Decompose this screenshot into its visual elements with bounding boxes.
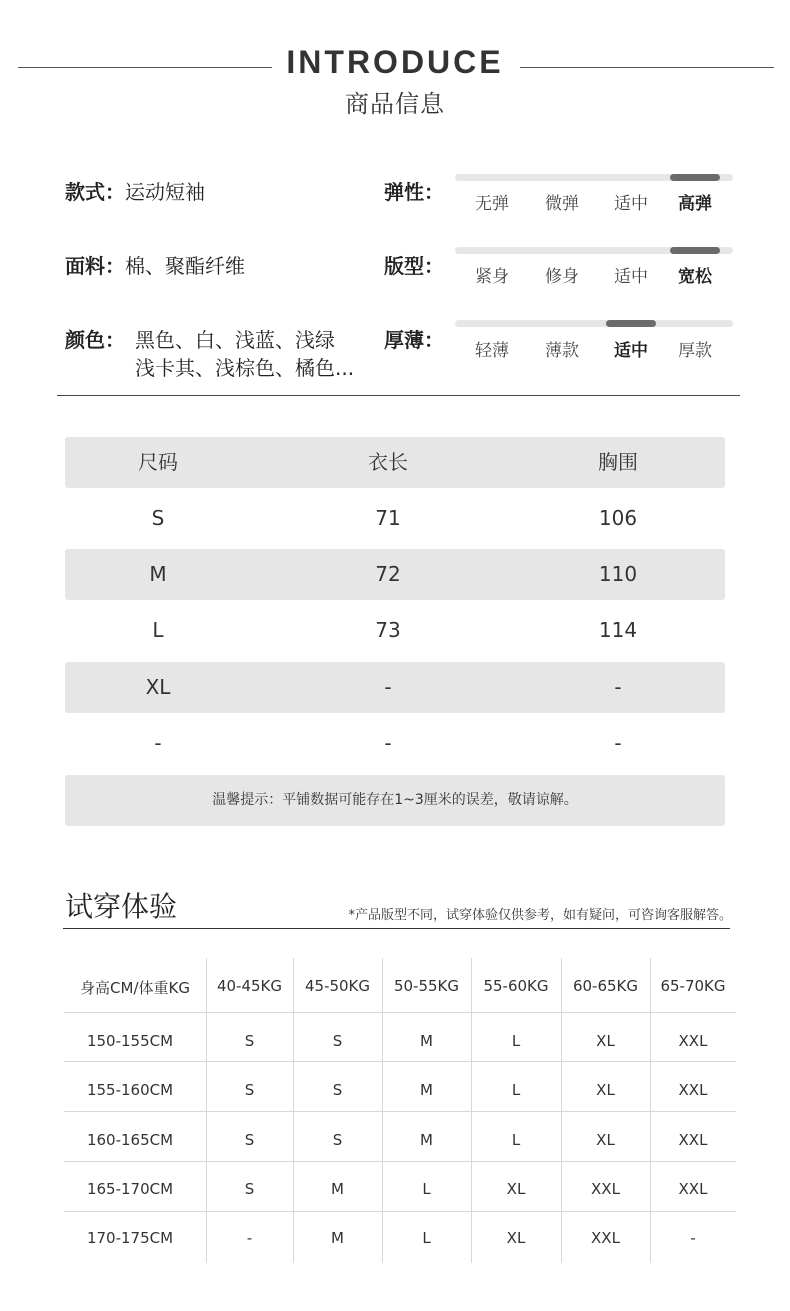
thickness-option: 轻薄 — [475, 341, 509, 361]
fit-grid-hline — [64, 1012, 736, 1013]
fitting-title: 试穿体验 — [65, 890, 178, 923]
attr-style-value: 运动短袖 — [125, 180, 205, 204]
fit-cell: - — [246, 1229, 253, 1247]
size-cell: - — [384, 731, 392, 755]
fit-cell: M — [331, 1180, 344, 1198]
size-cell: 114 — [598, 618, 638, 642]
fit-grid-hline — [64, 1111, 736, 1112]
fit-cell: 160-165CM — [86, 1131, 174, 1149]
fit-cell: XL — [596, 1081, 615, 1099]
fit-cell: 165-170CM — [86, 1180, 174, 1198]
size-cell: 71 — [375, 506, 401, 530]
size-table-row — [65, 662, 725, 713]
thickness-indicator — [606, 320, 656, 327]
attr-fabric-label: 面料： — [65, 254, 125, 278]
fit-cell: S — [332, 1032, 343, 1050]
thickness-option: 适中 — [614, 341, 648, 361]
size-cell: 110 — [598, 562, 638, 586]
fit-cell: S — [244, 1032, 255, 1050]
fit-header-cell: 40-45KG — [216, 977, 283, 995]
attr-fabric-value: 棉、聚酯纤维 — [125, 254, 245, 278]
size-cell: L — [152, 618, 164, 642]
fit-cell: 170-175CM — [86, 1229, 174, 1247]
fitting-note: *产品版型不同，试穿体验仅供参考，如有疑问，可咨询客服解答。 — [348, 908, 732, 923]
header-divider-right — [520, 67, 774, 68]
elasticity-option: 高弹 — [678, 194, 712, 214]
fit-indicator — [670, 247, 720, 254]
size-table-row — [65, 605, 725, 656]
thickness-option: 厚款 — [678, 341, 712, 361]
fit-option: 修身 — [545, 267, 579, 287]
fit-cell: XXL — [591, 1229, 620, 1247]
fitting-divider — [63, 928, 730, 929]
attr-style-label: 款式： — [65, 180, 125, 204]
fit-cell: XL — [596, 1131, 615, 1149]
fit-cell: S — [244, 1180, 255, 1198]
fit-cell: S — [244, 1081, 255, 1099]
elasticity-option: 适中 — [614, 194, 648, 214]
fit-cell: XXL — [678, 1131, 708, 1149]
size-cell: 73 — [375, 618, 401, 642]
fit-cell: XL — [506, 1180, 526, 1198]
fit-grid-hline — [64, 1061, 736, 1062]
fit-header-cell: 45-50KG — [304, 977, 371, 995]
attr-color-value-line1: 黑色、白、浅蓝、浅绿 — [135, 328, 335, 352]
size-header-cell: 胸围 — [598, 450, 638, 474]
size-cell: - — [614, 731, 622, 755]
fit-cell: L — [422, 1180, 431, 1198]
elasticity-indicator — [670, 174, 720, 181]
fit-grid-hline — [64, 1161, 736, 1162]
page-subtitle: 商品信息 — [345, 90, 445, 118]
fit-cell: S — [244, 1131, 255, 1149]
attr-style — [65, 178, 205, 206]
size-table-row — [65, 493, 725, 544]
fit-cell: - — [690, 1229, 696, 1247]
fit-option: 紧身 — [475, 267, 509, 287]
size-table-header — [65, 437, 725, 488]
elasticity-label: 弹性： — [384, 180, 444, 204]
fit-cell: 150-155CM — [86, 1032, 174, 1050]
fit-cell: M — [420, 1131, 433, 1149]
fit-cell: XL — [506, 1229, 526, 1247]
fit-cell: M — [420, 1032, 433, 1050]
fit-cell: L — [511, 1081, 521, 1099]
size-cell: M — [149, 562, 167, 586]
fit-label: 版型： — [384, 254, 444, 278]
size-cell: - — [384, 675, 392, 699]
thickness-options — [455, 336, 733, 360]
fit-header-cell: 50-55KG — [393, 977, 460, 995]
fit-cell: XL — [596, 1032, 615, 1050]
fit-header-cell: 55-60KG — [483, 977, 549, 995]
attributes-divider — [57, 395, 740, 396]
fit-cell: XXL — [678, 1032, 708, 1050]
size-cell: 106 — [598, 506, 638, 530]
fit-cell: 155-160CM — [86, 1081, 174, 1099]
attr-color-label: 颜色： — [65, 328, 125, 352]
size-cell: XL — [145, 675, 171, 699]
size-header-cell: 衣长 — [368, 450, 408, 474]
fit-header-cell: 60-65KG — [572, 977, 639, 995]
elasticity-option: 无弹 — [475, 194, 509, 214]
fit-cell: L — [422, 1229, 431, 1247]
fit-cell: S — [332, 1131, 343, 1149]
size-cell: - — [154, 731, 162, 755]
fit-track — [455, 247, 733, 254]
fit-option: 适中 — [614, 267, 648, 287]
header-divider-left — [18, 67, 272, 68]
fit-cell: M — [420, 1081, 433, 1099]
thickness-track — [455, 320, 733, 327]
size-cell: S — [151, 506, 165, 530]
elasticity-option: 微弹 — [545, 194, 579, 214]
fit-cell: L — [511, 1032, 521, 1050]
size-cell: 72 — [375, 562, 401, 586]
fit-cell: XXL — [591, 1180, 620, 1198]
fit-options — [455, 262, 733, 286]
size-table-row — [65, 718, 725, 769]
thickness-option: 薄款 — [545, 341, 579, 361]
thickness-label: 厚薄： — [384, 328, 444, 352]
fit-cell: M — [331, 1229, 344, 1247]
fit-cell: L — [511, 1131, 521, 1149]
elasticity-options — [455, 189, 733, 213]
fit-header-cell: 身高CM/体重KG — [80, 979, 190, 997]
attr-color-value-line2: 浅卡其、浅棕色、橘色... — [135, 356, 355, 380]
fit-option: 宽松 — [678, 267, 712, 287]
attr-fabric — [65, 252, 245, 280]
size-tip: 温馨提示：平铺数据可能存在1~3厘米的误差，敬请谅解。 — [65, 775, 725, 826]
size-cell: - — [614, 675, 622, 699]
size-header-cell: 尺码 — [138, 450, 178, 474]
fit-cell: XXL — [678, 1081, 708, 1099]
fit-grid-hline — [64, 1211, 736, 1212]
fit-cell: S — [332, 1081, 343, 1099]
fit-header-cell: 65-70KG — [660, 977, 726, 995]
page-title: INTRODUCE — [286, 44, 504, 80]
fit-cell: XXL — [678, 1180, 708, 1198]
size-table-row — [65, 549, 725, 600]
elasticity-track — [455, 174, 733, 181]
